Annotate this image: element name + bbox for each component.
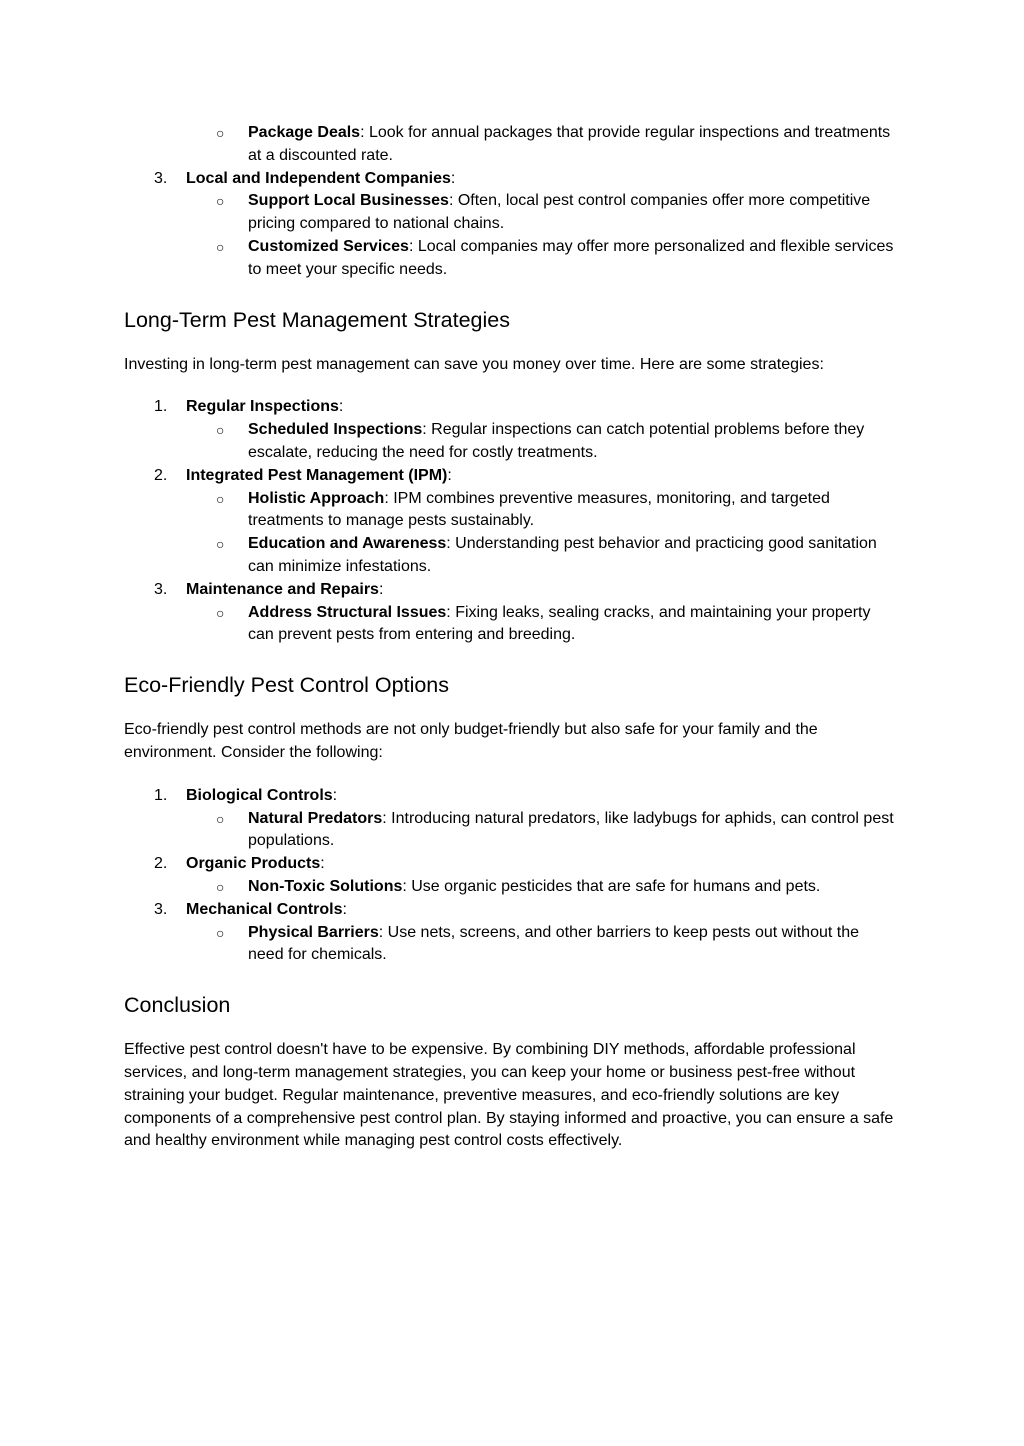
item-term: Education and Awareness xyxy=(248,535,447,553)
bullet-icon: ○ xyxy=(216,924,225,941)
list-item xyxy=(124,602,894,648)
item-term: Biological Controls xyxy=(186,786,333,804)
item-term: Customized Services xyxy=(248,237,409,255)
item-term: Mechanical Controls xyxy=(186,900,343,918)
item-term: Support Local Businesses xyxy=(248,192,449,210)
item-text: : Often, local pest control companies offer more competitive pricing compared to national chains. xyxy=(248,192,871,233)
bullet-icon: ○ xyxy=(216,536,225,553)
item-number: 2. xyxy=(154,855,168,873)
item-text: : Regular inspections can catch potential problems before they escalate, reducing the need for costly treatments. xyxy=(248,421,865,461)
list-item xyxy=(124,190,894,236)
item-text: : Fixing leaks, sealing cracks, and maintaining your property can prevent pests from entering and breeding. xyxy=(248,603,871,644)
item-term: Natural Predators xyxy=(248,809,383,827)
intro-list xyxy=(124,122,894,282)
item-term: Regular Inspections xyxy=(186,398,339,416)
list-item xyxy=(124,922,894,968)
list-item xyxy=(124,876,894,899)
item-term: Integrated Pest Management (IPM) xyxy=(186,466,448,484)
bullet-icon: ○ xyxy=(216,193,225,210)
item-suffix: : xyxy=(342,900,347,918)
list-item xyxy=(124,419,894,465)
item-term: Address Structural Issues xyxy=(248,603,447,621)
conclusion-paragraph: Effective pest control doesn't have to be expensive. By combining DIY methods, affordable professional services, and long-term management strategies, you can keep your home or business pest-free without straining your budget. Regular maintenance, preventive measures, and eco-friendly solutions are key components of a comprehensive pest control plan. By staying informed and proactive, you can ensure a safe and healthy environment while managing pest control costs effectively. xyxy=(124,1041,894,1150)
item-term: Organic Products xyxy=(186,855,321,873)
item-suffix: : xyxy=(332,786,338,804)
bullet-icon: ○ xyxy=(216,878,225,895)
item-number: 3. xyxy=(154,580,168,598)
section-heading-long-term: Long-Term Pest Management Strategies xyxy=(124,307,511,332)
item-suffix: : xyxy=(450,169,456,187)
item-term: Non-Toxic Solutions xyxy=(248,877,403,895)
item-text: : Use nets, screens, and other barriers to keep pests out without the need for chemicals. xyxy=(248,923,860,964)
item-text: : Introducing natural predators, like ladybugs for aphids, can control pest populations. xyxy=(248,809,894,850)
section-heading-conclusion: Conclusion xyxy=(124,993,231,1018)
item-suffix: : xyxy=(378,580,384,598)
item-number: 1. xyxy=(154,398,168,416)
section-intro: Investing in long-term pest management can save you money over time. Here are some strategies: xyxy=(124,355,824,373)
item-text: : Use organic pesticides that are safe for humans and pets. xyxy=(402,877,821,895)
document-page xyxy=(124,122,894,1153)
list-item xyxy=(124,899,894,922)
item-term: Package Deals xyxy=(248,124,361,141)
bullet-icon: ○ xyxy=(216,125,225,141)
item-term: Local and Independent Companies xyxy=(186,169,451,187)
section-intro: Eco-friendly pest control methods are not only budget-friendly but also safe for your family and the environment. Consider the following: xyxy=(124,721,818,761)
item-text: : IPM combines preventive measures, monitoring, and targeted treatments to manage pests sustainably. xyxy=(248,489,830,530)
list-item xyxy=(124,168,894,191)
item-suffix: : xyxy=(338,398,344,416)
item-term: Holistic Approach xyxy=(248,489,385,507)
list-item xyxy=(124,122,894,168)
bullet-icon: ○ xyxy=(216,490,225,507)
bullet-icon: ○ xyxy=(216,604,225,621)
list-item xyxy=(124,488,894,534)
item-number: 1. xyxy=(154,786,168,804)
item-term: Maintenance and Repairs xyxy=(186,580,379,598)
item-text: : Look for annual packages that provide regular inspections and treatments at a discounted rate. xyxy=(248,124,891,164)
bullet-icon: ○ xyxy=(216,238,225,255)
item-term: Scheduled Inspections xyxy=(248,421,423,439)
long-term-list xyxy=(124,396,894,647)
bullet-icon: ○ xyxy=(216,422,225,439)
list-item xyxy=(124,236,894,282)
item-text: : Understanding pest behavior and practicing good sanitation can minimize infestations. xyxy=(248,535,877,575)
eco-list xyxy=(124,785,894,967)
item-suffix: : xyxy=(320,855,325,873)
item-number: 3. xyxy=(154,169,168,187)
item-number: 3. xyxy=(154,900,168,918)
list-item xyxy=(124,808,894,854)
item-text: : Local companies may offer more personalized and flexible services to meet your specific needs. xyxy=(248,237,894,278)
item-number: 2. xyxy=(154,466,168,484)
item-suffix: : xyxy=(447,466,452,484)
list-item xyxy=(124,853,894,876)
bullet-icon: ○ xyxy=(216,810,225,827)
list-item xyxy=(124,785,894,808)
list-item xyxy=(124,533,894,579)
section-heading-eco: Eco-Friendly Pest Control Options xyxy=(124,673,450,698)
item-term: Physical Barriers xyxy=(248,923,379,941)
list-item xyxy=(124,465,894,488)
list-item xyxy=(124,579,894,602)
list-item xyxy=(124,396,894,419)
